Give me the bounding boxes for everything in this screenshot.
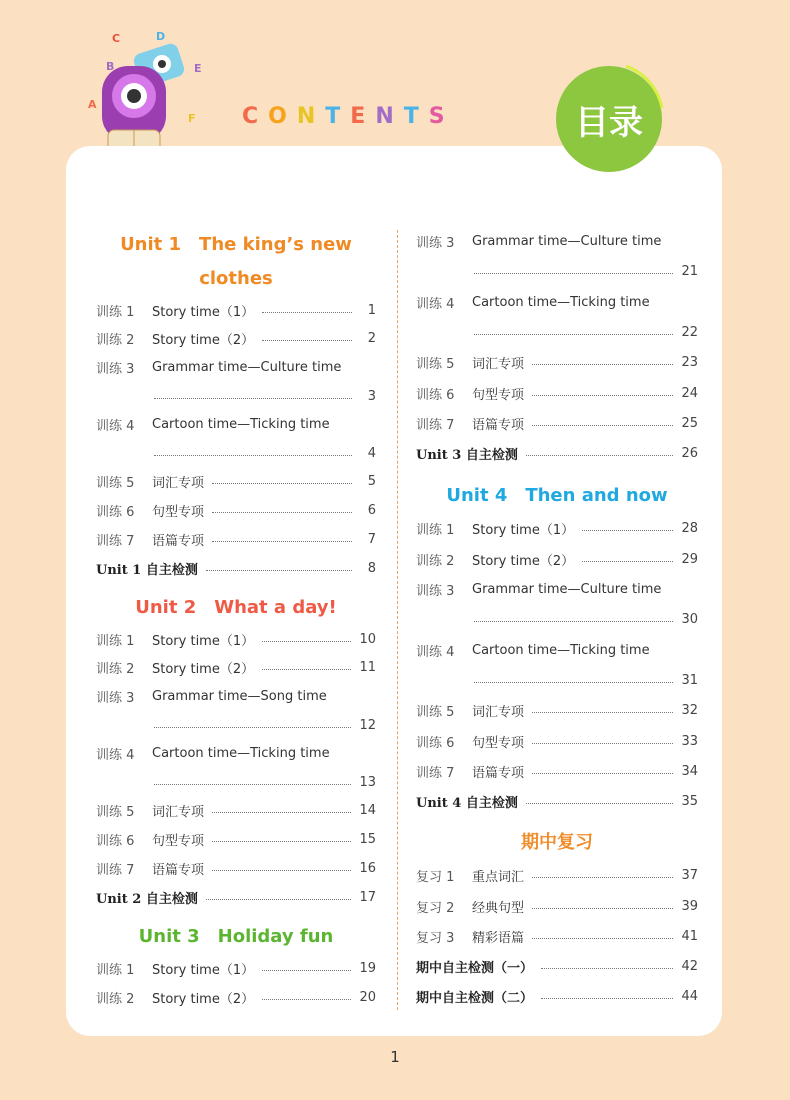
toc-entry-number: 复习 3	[416, 930, 455, 946]
toc-entry-number: 训练 7	[416, 417, 455, 433]
letter-e: E	[194, 62, 202, 75]
toc-entry-page: 24	[681, 385, 698, 401]
toc-entry[interactable]	[96, 357, 376, 377]
toc-entry-page: 33	[681, 733, 698, 749]
contents-letter: C	[242, 104, 269, 129]
toc-entry[interactable]	[96, 529, 376, 549]
unit-1-heading	[96, 228, 376, 296]
toc-leader-dots	[262, 641, 351, 642]
toc-entry-number: 训练 1	[416, 522, 455, 538]
toc-leader-dots	[532, 395, 673, 396]
contents-letter: E	[350, 104, 376, 129]
contents-letter: N	[375, 104, 404, 129]
toc-entry[interactable]	[96, 800, 376, 820]
toc-entry[interactable]	[416, 640, 698, 660]
toc-entry[interactable]	[96, 443, 376, 463]
toc-entry[interactable]	[96, 558, 376, 578]
toc-leader-dots	[154, 455, 352, 456]
toc-entry[interactable]	[96, 887, 376, 907]
unit-1-title-line-1: Unit 1 The king’s new	[120, 234, 352, 255]
toc-entry-page: 19	[359, 960, 376, 976]
toc-entry[interactable]	[96, 958, 376, 978]
toc-entry-title: 句型专项	[472, 735, 525, 751]
toc-entry-number: 训练 6	[96, 833, 135, 849]
toc-entry-title: Story time（1）	[152, 633, 255, 649]
toc-entry[interactable]	[96, 500, 376, 520]
toc-entry[interactable]	[416, 761, 698, 781]
toc-entry[interactable]	[416, 549, 698, 569]
toc-leader-dots	[474, 621, 673, 622]
toc-entry-title: 期中自主检测（二）	[416, 990, 534, 1006]
toc-entry[interactable]	[416, 609, 698, 629]
toc-entry[interactable]	[96, 471, 376, 491]
toc-entry-page: 1	[367, 302, 376, 318]
toc-leader-dots	[212, 870, 351, 871]
toc-leader-dots	[541, 998, 673, 999]
toc-leader-dots	[262, 340, 352, 341]
midterm-heading: 期中复习	[521, 832, 593, 853]
toc-entry-title: Cartoon time—Ticking time	[472, 294, 650, 310]
toc-entry[interactable]	[96, 858, 376, 878]
toc-entry-page: 7	[367, 531, 376, 547]
toc-entry-title: 语篇专项	[152, 533, 205, 549]
toc-entry-page: 25	[681, 415, 698, 431]
toc-leader-dots	[154, 398, 352, 399]
toc-entry[interactable]	[416, 352, 698, 372]
toc-entry[interactable]	[416, 518, 698, 538]
toc-entry-number: 训练 2	[96, 332, 135, 348]
toc-entry-number: 训练 1	[96, 633, 135, 649]
toc-entry[interactable]	[416, 383, 698, 403]
toc-entry-page: 8	[367, 560, 376, 576]
toc-entry-page: 17	[359, 889, 376, 905]
toc-entry[interactable]	[416, 956, 698, 976]
toc-entry-number: 复习 2	[416, 900, 455, 916]
toc-entry-title: 语篇专项	[472, 765, 525, 781]
toc-badge-label: 目录	[575, 102, 643, 143]
toc-entry[interactable]	[96, 657, 376, 677]
contents-letter: S	[428, 104, 455, 129]
toc-entry[interactable]	[416, 865, 698, 885]
toc-entry[interactable]	[96, 829, 376, 849]
toc-entry-page: 14	[359, 802, 376, 818]
toc-entry[interactable]	[416, 413, 698, 433]
toc-entry-title: Cartoon time—Ticking time	[152, 745, 330, 761]
toc-entry[interactable]	[96, 715, 376, 735]
toc-leader-dots	[206, 570, 352, 571]
toc-entry[interactable]	[416, 443, 698, 463]
toc-entry[interactable]	[416, 292, 698, 312]
toc-entry-page: 30	[681, 611, 698, 627]
toc-entry[interactable]	[416, 579, 698, 599]
contents-letter: N	[296, 104, 326, 129]
toc-entry-page: 2	[367, 330, 376, 346]
toc-entry-number: 训练 3	[96, 690, 135, 706]
toc-leader-dots	[582, 530, 673, 531]
toc-entry-page: 12	[359, 717, 376, 733]
toc-entry[interactable]	[96, 328, 376, 348]
toc-entry[interactable]	[416, 670, 698, 690]
toc-entry-page: 13	[359, 774, 376, 790]
toc-entry-title: 句型专项	[152, 504, 205, 520]
toc-entry[interactable]	[416, 731, 698, 751]
toc-entry-page: 11	[359, 659, 376, 675]
letter-d: D	[156, 30, 166, 43]
contents-letter: O	[268, 104, 297, 129]
toc-entry-page: 26	[681, 445, 698, 461]
toc-leader-dots	[474, 334, 673, 335]
toc-entry-title: 词汇专项	[152, 475, 205, 491]
letter-c: C	[112, 32, 121, 45]
toc-entry-title: 句型专项	[472, 387, 525, 403]
toc-leader-dots	[526, 803, 674, 804]
toc-entry[interactable]	[96, 300, 376, 320]
toc-leader-dots	[212, 483, 352, 484]
toc-entry-title: Unit 4 自主检测	[416, 795, 518, 811]
toc-entry-title: Cartoon time—Ticking time	[152, 416, 330, 432]
toc-entry-title: Grammar time—Culture time	[472, 581, 662, 597]
toc-entry-page: 16	[359, 860, 376, 876]
toc-entry[interactable]	[96, 743, 376, 763]
toc-entry-page: 4	[367, 445, 376, 461]
toc-entry-number: 训练 1	[96, 962, 135, 978]
toc-leader-dots	[532, 773, 673, 774]
unit-3-heading: Unit 3 Holiday fun	[138, 926, 334, 947]
toc-entry-title: 经典句型	[472, 900, 525, 916]
toc-entry-number: 训练 5	[416, 356, 455, 372]
toc-leader-dots	[526, 455, 674, 456]
toc-entry-title: Grammar time—Song time	[152, 688, 327, 704]
badge-arc-decoration	[548, 58, 670, 180]
toc-entry[interactable]	[416, 231, 698, 251]
toc-entry[interactable]	[416, 261, 698, 281]
toc-entry[interactable]	[416, 896, 698, 916]
toc-leader-dots	[154, 727, 351, 728]
toc-entry-number: 训练 4	[416, 296, 455, 312]
toc-leader-dots	[154, 784, 351, 785]
toc-entry-number: 训练 3	[96, 361, 135, 377]
toc-leader-dots	[541, 968, 673, 969]
toc-entry-page: 31	[681, 672, 698, 688]
toc-entry-number: 训练 7	[96, 862, 135, 878]
toc-entry-number: 训练 4	[96, 747, 135, 763]
toc-entry-number: 训练 3	[416, 235, 455, 251]
unit-4-heading: Unit 4 Then and now	[446, 485, 668, 506]
unit-1-title-line-2: clothes	[199, 268, 273, 289]
toc-entry-number: 训练 6	[416, 387, 455, 403]
toc-entry-page: 22	[681, 324, 698, 340]
column-divider	[397, 230, 398, 1010]
letter-f: F	[188, 112, 196, 125]
toc-entry-title: Unit 2 自主检测	[96, 891, 198, 907]
toc-entry-title: Story time（2）	[152, 332, 255, 348]
toc-leader-dots	[262, 970, 351, 971]
toc-leader-dots	[212, 541, 352, 542]
toc-entry-page: 21	[681, 263, 698, 279]
contents-letter: T	[403, 104, 429, 129]
toc-entry-page: 3	[367, 388, 376, 404]
toc-entry-number: 训练 5	[416, 704, 455, 720]
toc-entry-page: 20	[359, 989, 376, 1005]
toc-entry-page: 35	[681, 793, 698, 809]
letter-b: B	[106, 60, 115, 73]
toc-entry-title: Story time（1）	[152, 962, 255, 978]
toc-entry-number: 训练 4	[416, 644, 455, 660]
toc-leader-dots	[532, 877, 673, 878]
toc-entry-number: 训练 2	[416, 553, 455, 569]
toc-entry-number: 训练 5	[96, 475, 135, 491]
toc-entry-page: 32	[681, 702, 698, 718]
toc-entry-page: 6	[367, 502, 376, 518]
unit-2-heading: Unit 2 What a day!	[135, 597, 337, 618]
toc-entry[interactable]	[416, 322, 698, 342]
toc-entry-number: 训练 2	[96, 661, 135, 677]
toc-leader-dots	[212, 812, 351, 813]
contents-letter: T	[325, 104, 351, 129]
toc-entry-title: 期中自主检测（一）	[416, 960, 534, 976]
toc-leader-dots	[206, 899, 352, 900]
toc-entry-page: 41	[681, 928, 698, 944]
toc-entry-number: 复习 1	[416, 869, 455, 885]
toc-leader-dots	[532, 743, 673, 744]
toc-entry-title: 语篇专项	[472, 417, 525, 433]
toc-entry-title: Unit 1 自主检测	[96, 562, 198, 578]
toc-entry-page: 39	[681, 898, 698, 914]
toc-leader-dots	[532, 908, 673, 909]
toc-entry-page: 37	[681, 867, 698, 883]
toc-entry-number: 训练 3	[416, 583, 455, 599]
toc-entry-title: Story time（2）	[152, 661, 255, 677]
toc-entry-title: Story time（1）	[152, 304, 255, 320]
toc-leader-dots	[474, 682, 673, 683]
toc-entry-page: 44	[681, 988, 698, 1004]
toc-entry-page: 42	[681, 958, 698, 974]
toc-leader-dots	[262, 669, 351, 670]
toc-leader-dots	[262, 312, 352, 313]
toc-entry[interactable]	[96, 629, 376, 649]
toc-entry-title: 精彩语篇	[472, 930, 525, 946]
toc-entry[interactable]	[96, 772, 376, 792]
toc-entry-title: 词汇专项	[472, 704, 525, 720]
toc-entry[interactable]	[416, 986, 698, 1006]
toc-leader-dots	[582, 561, 673, 562]
toc-leader-dots	[532, 425, 673, 426]
toc-entry[interactable]	[96, 987, 376, 1007]
toc-entry[interactable]	[96, 686, 376, 706]
contents-heading	[242, 104, 455, 129]
toc-entry-title: Unit 3 自主检测	[416, 447, 518, 463]
toc-entry-number: 训练 6	[96, 504, 135, 520]
toc-entry[interactable]	[96, 414, 376, 434]
toc-entry-title: 重点词汇	[472, 869, 525, 885]
toc-entry-number: 训练 6	[416, 735, 455, 751]
toc-entry-page: 34	[681, 763, 698, 779]
toc-entry-number: 训练 7	[96, 533, 135, 549]
toc-leader-dots	[212, 841, 351, 842]
toc-leader-dots	[212, 512, 352, 513]
toc-entry-title: 词汇专项	[472, 356, 525, 372]
toc-entry-title: Story time（2）	[152, 991, 255, 1007]
toc-leader-dots	[532, 364, 673, 365]
toc-entry-number: 训练 5	[96, 804, 135, 820]
toc-entry-title: Story time（1）	[472, 522, 575, 538]
page-number: 1	[390, 1048, 400, 1066]
toc-entry-title: Grammar time—Culture time	[152, 359, 342, 375]
toc-entry[interactable]	[416, 791, 698, 811]
toc-entry-number: 训练 2	[96, 991, 135, 1007]
toc-entry-number: 训练 1	[96, 304, 135, 320]
letter-a: A	[88, 98, 97, 111]
toc-entry-title: 句型专项	[152, 833, 205, 849]
toc-entry-page: 23	[681, 354, 698, 370]
toc-entry-page: 15	[359, 831, 376, 847]
toc-leader-dots	[532, 712, 673, 713]
toc-leader-dots	[262, 999, 351, 1000]
toc-entry-page: 29	[681, 551, 698, 567]
toc-entry-number: 训练 4	[96, 418, 135, 434]
toc-entry-title: Grammar time—Culture time	[472, 233, 662, 249]
toc-entry-title: 语篇专项	[152, 862, 205, 878]
toc-entry[interactable]	[416, 926, 698, 946]
toc-leader-dots	[474, 273, 673, 274]
toc-entry[interactable]	[416, 700, 698, 720]
toc-leader-dots	[532, 938, 673, 939]
toc-entry-page: 28	[681, 520, 698, 536]
toc-entry[interactable]	[96, 386, 376, 406]
toc-entry-title: Cartoon time—Ticking time	[472, 642, 650, 658]
toc-entry-title: 词汇专项	[152, 804, 205, 820]
toc-entry-page: 10	[359, 631, 376, 647]
toc-entry-number: 训练 7	[416, 765, 455, 781]
toc-entry-title: Story time（2）	[472, 553, 575, 569]
toc-entry-page: 5	[367, 473, 376, 489]
